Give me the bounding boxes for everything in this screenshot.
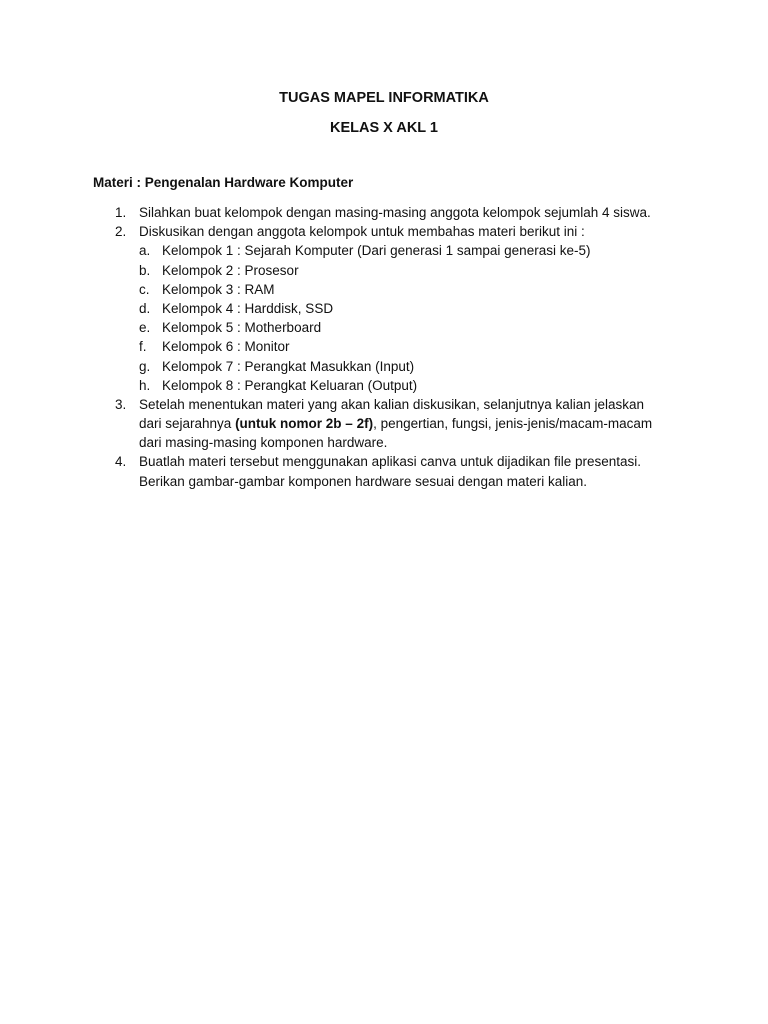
item-number: 1. <box>115 205 127 220</box>
item-text: Silahkan buat kelompok dengan masing-masing anggota kelompok sejumlah 4 siswa. <box>139 205 651 220</box>
list-item <box>0 203 768 222</box>
sub-item-letter: g. <box>139 358 151 374</box>
document-class: KELAS X AKL 1 <box>330 120 438 136</box>
sub-item-text: Kelompok 6 : Monitor <box>162 339 290 355</box>
item-text: Setelah menentukan materi yang akan kalian diskusikan, selanjutnya kalian jelaskan <box>139 396 645 412</box>
sub-item-text: Kelompok 7 : Perangkat Masukkan (Input) <box>162 358 415 374</box>
sub-item-text: Kelompok 1 : Sejarah Komputer (Dari generasi 1 sampai generasi ke-5) <box>162 243 591 259</box>
materi-heading: Materi : Pengenalan Hardware Komputer <box>93 175 354 190</box>
sub-item-text: Kelompok 8 : Perangkat Keluaran (Output) <box>162 377 418 393</box>
item-text: Diskusikan dengan anggota kelompok untuk membahas materi berikut ini : <box>139 224 585 240</box>
sub-item-text: Kelompok 3 : RAM <box>162 281 275 297</box>
sub-item-letter: h. <box>139 377 151 393</box>
item-number: 3. <box>115 396 127 412</box>
item-text-segment: , pengertian, fungsi, jenis-jenis/macam-macam <box>373 416 653 432</box>
list-item-continuation <box>0 433 768 452</box>
item-bold-note: (untuk nomor 2b – 2f) <box>235 416 374 432</box>
sub-item-letter: e. <box>139 320 151 336</box>
item-number: 2. <box>115 224 127 240</box>
sub-item-letter: a. <box>139 243 151 259</box>
list-item-continuation <box>0 414 768 433</box>
sub-list-item <box>0 280 768 299</box>
sub-list-item <box>0 299 768 318</box>
sub-item-text: Kelompok 2 : Prosesor <box>162 262 299 278</box>
sub-item-letter: d. <box>139 300 151 316</box>
item-text-line <box>139 414 652 433</box>
sub-list-item <box>0 241 768 260</box>
sub-list-item <box>0 357 768 376</box>
list-item-continuation <box>0 472 768 491</box>
sub-list-item <box>0 337 768 356</box>
item-text: dari masing-masing komponen hardware. <box>139 435 388 451</box>
sub-list-item <box>0 376 768 395</box>
list-item <box>0 452 768 471</box>
sub-item-text: Kelompok 5 : Motherboard <box>162 320 322 336</box>
task-list <box>0 203 768 491</box>
sub-list-item <box>0 261 768 280</box>
document-title: TUGAS MAPEL INFORMATIKA <box>279 90 489 106</box>
sub-list-item <box>0 318 768 337</box>
item-text-segment: dari sejarahnya <box>139 416 236 432</box>
sub-item-letter: f. <box>139 339 147 355</box>
item-number: 4. <box>115 454 127 470</box>
list-item <box>0 222 768 241</box>
item-text: Berikan gambar-gambar komponen hardware sesuai dengan materi kalian. <box>139 473 587 489</box>
sub-item-letter: b. <box>139 262 151 278</box>
item-text: Buatlah materi tersebut menggunakan aplikasi canva untuk dijadikan file presentasi. <box>139 454 642 470</box>
sub-item-letter: c. <box>139 281 150 297</box>
sub-item-text: Kelompok 4 : Harddisk, SSD <box>162 300 334 316</box>
list-item <box>0 395 768 414</box>
